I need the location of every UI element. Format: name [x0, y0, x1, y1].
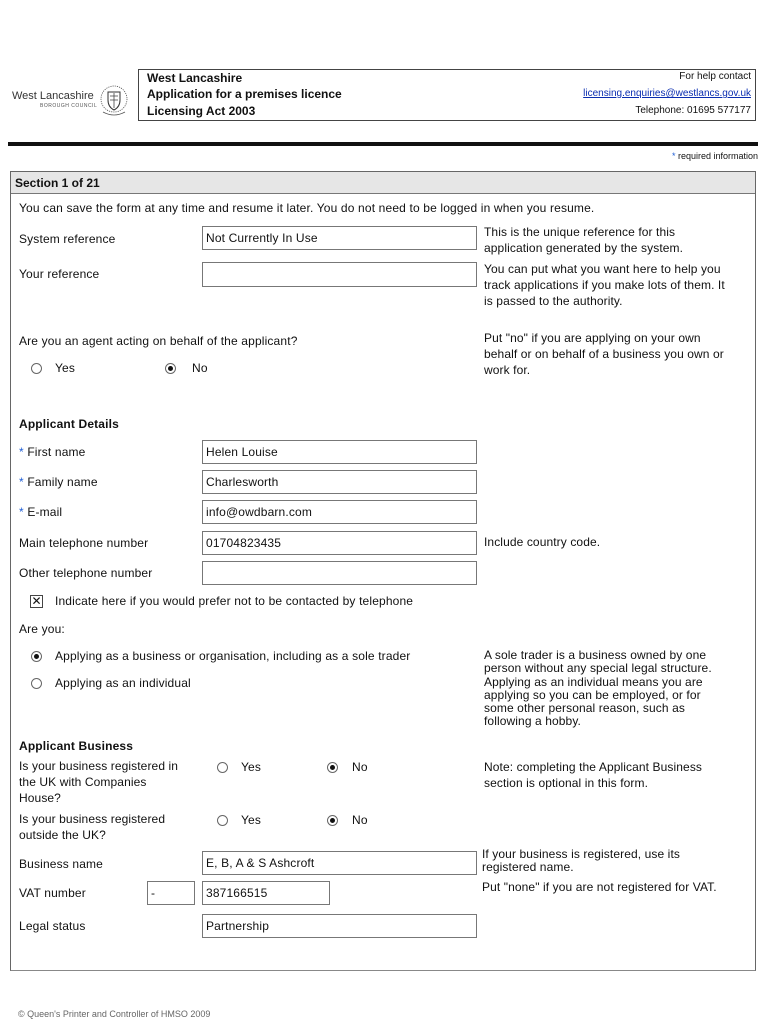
help-line: person without any special legal structure. — [484, 661, 712, 676]
legal-status-label: Legal status — [19, 919, 86, 933]
help-line: track applications if you make lots of them. It — [484, 278, 725, 292]
applying-as-business-radio[interactable] — [31, 651, 42, 662]
registered-uk-help — [484, 759, 702, 791]
organisation-name: West Lancashire — [147, 71, 243, 85]
vat-number-label: VAT number — [19, 886, 86, 900]
question-line: Is your business registered — [19, 812, 166, 826]
agent-yes-radio[interactable] — [31, 363, 42, 374]
help-contact-label: For help contact — [679, 71, 751, 82]
question-line: outside the UK? — [19, 828, 106, 842]
first-name-label-text: First name — [27, 445, 86, 459]
help-line: section is optional in this form. — [484, 776, 649, 790]
system-reference-help — [484, 224, 683, 256]
vat-help: Put "none" if you are not registered for VAT. — [482, 880, 717, 894]
registered-outside-question — [19, 811, 165, 843]
help-line: application generated by the system. — [484, 241, 684, 255]
help-telephone: Telephone: 01695 577177 — [635, 105, 751, 116]
council-logo-subtext: BOROUGH COUNCIL — [40, 103, 98, 109]
family-name-label-text: Family name — [27, 475, 98, 489]
form-title: Application for a premises licence — [147, 87, 342, 101]
help-line: This is the unique reference for this — [484, 225, 676, 239]
system-reference-field[interactable]: Not Currently In Use — [202, 226, 477, 250]
your-reference-label: Your reference — [19, 267, 100, 281]
agent-yes-label: Yes — [55, 361, 76, 375]
applying-as-business-label: Applying as a business or organisation, including as a sole trader — [55, 649, 411, 663]
form-section — [10, 171, 756, 971]
question-line: Is your business registered in — [19, 759, 179, 773]
form-header — [138, 69, 756, 121]
main-telephone-help: Include country code. — [484, 535, 601, 549]
copyright-footer: © Queen's Printer and Controller of HMSO 2009 — [18, 1009, 211, 1019]
applying-as-individual-radio[interactable] — [31, 678, 42, 689]
main-telephone-input[interactable]: 01704823435 — [202, 531, 477, 555]
no-telephone-contact-checkbox[interactable]: ✕ — [31, 594, 42, 608]
legal-status-select[interactable]: Partnership — [202, 914, 477, 938]
other-telephone-label: Other telephone number — [19, 566, 153, 580]
registered-uk-no-label: No — [352, 760, 368, 774]
required-star: * — [19, 505, 24, 519]
help-line: Put "no" if you are applying on your own — [484, 331, 701, 345]
other-telephone-input[interactable] — [202, 561, 477, 585]
help-line: registered name. — [482, 860, 574, 875]
registered-uk-no-radio[interactable] — [327, 762, 338, 773]
section-title: Section 1 of 21 — [11, 172, 755, 194]
email-input[interactable]: info@owdbarn.com — [202, 500, 477, 524]
question-line: the UK with Companies — [19, 775, 147, 789]
registered-outside-yes-label: Yes — [241, 813, 262, 827]
applicant-business-heading: Applicant Business — [19, 739, 134, 753]
help-line: If your business is registered, use its — [482, 847, 680, 861]
legislation-title: Licensing Act 2003 — [147, 104, 256, 118]
registered-uk-question — [19, 758, 178, 806]
applying-as-individual-label: Applying as an individual — [55, 676, 191, 690]
business-name-input[interactable]: E, B, A & S Ashcroft — [202, 851, 477, 875]
council-logo-text: West Lancashire — [12, 90, 94, 102]
email-label — [19, 505, 62, 519]
applicant-details-heading: Applicant Details — [19, 417, 119, 431]
business-name-label: Business name — [19, 857, 103, 871]
help-line: applying so you can be employed, or for — [484, 687, 701, 702]
are-you-question: Are you: — [19, 622, 65, 636]
main-telephone-label: Main telephone number — [19, 536, 149, 550]
registered-outside-no-radio[interactable] — [327, 815, 338, 826]
are-you-help — [484, 649, 712, 729]
first-name-input[interactable]: Helen Louise — [202, 440, 477, 464]
required-information-note — [672, 151, 758, 161]
help-line: Note: completing the Applicant Business — [484, 760, 703, 774]
required-star: * — [19, 445, 24, 459]
agent-no-radio[interactable] — [165, 363, 176, 374]
your-reference-help — [484, 261, 725, 309]
registered-outside-yes-radio[interactable] — [217, 815, 228, 826]
no-telephone-contact-label: Indicate here if you would prefer not to be contacted by telephone — [55, 594, 414, 608]
your-reference-input[interactable] — [202, 262, 477, 287]
registered-uk-yes-radio[interactable] — [217, 762, 228, 773]
required-star: * — [19, 475, 24, 489]
registered-uk-yes-label: Yes — [241, 760, 262, 774]
help-line: Applying as an individual means you are — [484, 674, 703, 689]
first-name-label — [19, 445, 86, 459]
help-line: You can put what you want here to help you — [484, 262, 721, 276]
help-line: work for. — [484, 363, 531, 377]
required-star: * — [671, 151, 676, 161]
email-label-text: E-mail — [27, 505, 63, 519]
help-line: following a hobby. — [484, 714, 581, 729]
required-note-text: required information — [675, 151, 758, 161]
agent-help — [484, 330, 724, 378]
business-name-help — [482, 848, 680, 875]
help-line: is passed to the authority. — [484, 294, 623, 308]
help-line: A sole trader is a business owned by one — [484, 648, 707, 662]
save-resume-notice: You can save the form at any time and resume it later. You do not need to be logged in when you resume. — [19, 201, 595, 215]
help-email-link[interactable]: licensing.enquiries@westlancs.gov.uk — [583, 88, 751, 99]
registered-outside-no-label: No — [352, 813, 368, 827]
system-reference-label: System reference — [19, 232, 116, 246]
agent-question: Are you an agent acting on behalf of the applicant? — [19, 334, 298, 348]
help-line: some other personal reason, such as — [484, 701, 685, 716]
family-name-input[interactable]: Charlesworth — [202, 470, 477, 494]
family-name-label — [19, 475, 98, 489]
council-crest-icon — [99, 84, 129, 118]
question-line: House? — [19, 791, 61, 805]
header-divider — [8, 142, 758, 146]
agent-no-label: No — [192, 361, 208, 375]
vat-prefix-input[interactable]: - — [147, 881, 195, 905]
help-line: behalf or on behalf of a business you own or — [484, 347, 724, 361]
vat-number-input[interactable]: 387166515 — [202, 881, 330, 905]
